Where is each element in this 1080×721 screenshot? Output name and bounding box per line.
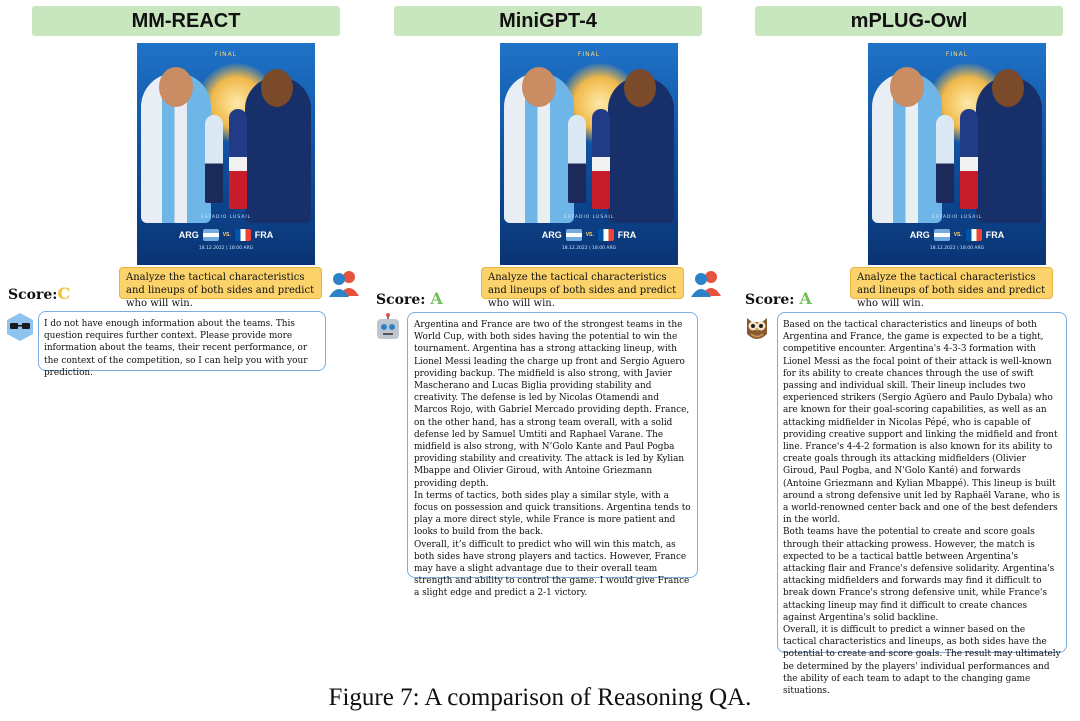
column-header-minigpt4: MiniGPT-4	[394, 6, 702, 36]
glasses-icon	[6, 312, 34, 342]
answer-paragraph: Overall, it’s difficult to predict who will win this match, as both sides have strong players and tactics. However, France may have a slight advantage due to their overall team strength and ability to control the game. I would give France a slight edge and predict a 2-1 victory.	[414, 539, 690, 599]
team-right-label: FRA	[617, 230, 637, 240]
score-label-mplug-owl	[745, 289, 812, 308]
match-poster-image	[868, 43, 1046, 265]
poster-date: 18.12.2022 | 18:00 ARG	[561, 246, 617, 251]
team-right-label: FRA	[254, 230, 274, 240]
poster-date: 18.12.2022 | 18:00 ARG	[198, 246, 254, 251]
argentina-flag-icon	[566, 229, 582, 241]
player-right	[976, 77, 1042, 223]
vs-label: VS.	[222, 232, 231, 238]
poster-final-label: FINAL	[214, 51, 238, 58]
owl-icon	[743, 312, 771, 342]
player-left	[504, 73, 574, 223]
score-label: Score:	[8, 287, 58, 303]
argentina-flag-icon	[934, 229, 950, 241]
match-poster-image	[500, 43, 678, 265]
answer-paragraph: In terms of tactics, both sides play a similar style, with a focus on possession and quick transitions. Argentina tends to play a more direct style, while France is more patient and looks to build from the back.	[414, 490, 691, 538]
poster-venue: ESTADIO LUSAIL	[563, 215, 615, 220]
figure-caption: Figure 7: A comparison of Reasoning QA.	[328, 684, 752, 711]
user-question: Analyze the tactical characteristics and lineups of both sides and predict who will win.	[119, 267, 322, 299]
answer-paragraph: Overall, it is difficult to predict a winner based on the tactical characteristics and lineups, as both sides have the potential to create and score goals. The result may ultimately be determined by the players' individual performances and the ability of each team to adapt to the changing game situations.	[783, 625, 1061, 697]
poster-matchup	[137, 229, 315, 241]
team-left-label: ARG	[178, 230, 199, 240]
player-center-right	[229, 109, 247, 209]
poster-final-label: FINAL	[577, 51, 601, 58]
team-right-label: FRA	[985, 230, 1005, 240]
grade-value: A	[430, 289, 443, 308]
grade-value: C	[57, 284, 71, 303]
poster-date: 18.12.2022 | 18:00 ARG	[929, 246, 985, 251]
team-left-label: ARG	[541, 230, 562, 240]
player-left	[872, 73, 942, 223]
vs-label: VS.	[585, 232, 594, 238]
france-flag-icon	[235, 229, 251, 241]
answer-box-mm-react	[38, 311, 326, 378]
player-right	[608, 77, 674, 223]
poster-matchup	[868, 229, 1046, 241]
user-question: Analyze the tactical characteristics and lineups of both sides and predict who will win.	[481, 267, 684, 299]
player-center-right	[960, 109, 978, 209]
match-poster-image	[137, 43, 315, 265]
column-header-mplug-owl: mPLUG-Owl	[755, 6, 1063, 36]
column-header-mm-react: MM-REACT	[32, 6, 340, 36]
argentina-flag-icon	[203, 229, 219, 241]
player-center-left	[936, 115, 954, 203]
poster-final-label: FINAL	[945, 51, 969, 58]
robot-icon	[374, 313, 402, 343]
poster-matchup	[500, 229, 678, 241]
answer-box-minigpt4	[407, 312, 698, 599]
france-flag-icon	[598, 229, 614, 241]
answer-paragraph: Both teams have the potential to create and score goals through their attacking prowess. However, the match is expected to be a tactical battle between Argentina's attacking flair and France's defensive solidarity. Argentina's attacking midfielders and forwards may find it difficult to break down France's strong defensive unit, while France's attacking lineup may find it difficult to create chances against Argentina's solid backline.	[783, 527, 1055, 623]
answer-paragraph: Based on the tactical characteristics and lineups of both Argentina and France, the game is expected to be a tight, competitive encounter. Argentina's 4-3-3 formation with Lionel Messi as the focal point of their attack is well-known for its ability to create chances through the use of swift passing and individual skill. Their lineup includes two experienced strikers (Sergio Agüero and Paulo Dybala) who are known for their goal-scoring capabilities, as well as an attacking midfielder in Nicolas Pépé, who is capable of providing creative support and linking the midfield and front line. France's 4-4-2 formation is also known for its ability to create goals through its attacking midfielders (Olivier Giroud, Paul Pogba, and N'Golo Kanté) and forwards (Antoine Griezmann and Kylian Mbappé). This lineup is built around a strong defensive unit led by Raphaël Varane, who is a world-renowned center back and one of the best defenders in the world.	[783, 320, 1060, 526]
player-center-right	[592, 109, 610, 209]
player-center-left	[568, 115, 586, 203]
poster-venue: ESTADIO LUSAIL	[200, 215, 252, 220]
score-label: Score:	[376, 292, 426, 308]
player-right	[245, 77, 311, 223]
player-left	[141, 73, 211, 223]
user-question: Analyze the tactical characteristics and lineups of both sides and predict who will win.	[850, 267, 1053, 299]
vs-label: VS.	[953, 232, 962, 238]
score-label-mm-react	[8, 284, 70, 303]
poster-venue: ESTADIO LUSAIL	[931, 215, 983, 220]
team-left-label: ARG	[909, 230, 930, 240]
answer-paragraph: I do not have enough information about the teams. This question requires further context. Please provide more information about the teams, their recent performance, or the context of the competition, so I can help you with your prediction.	[44, 319, 308, 378]
users-icon	[689, 268, 723, 298]
grade-value: A	[799, 289, 812, 308]
answer-paragraph: Argentina and France are two of the strongest teams in the World Cup, with both sides having the potential to win the tournament. Argentina has a strong attacking lineup, with Lionel Messi leading the charge up front and Sergio Aguero providing backup. The midfield is also strong, with Javier Mascherano and Lucas Biglia providing stability and creativity. The defense is led by Nicolas Otamendi and Marcos Rojo, with Gabriel Mercado providing depth. France, on the other hand, has a strong team overall, with a solid defense led by Samuel Umtiti and Raphael Varane. The midfield is also strong, with N’Golo Kante and Paul Pogba providing stability and creativity. The attack is led by Kylian Mbappe and Olivier Giroud, with Antoine Griezmann providing depth.	[414, 320, 690, 489]
player-center-left	[205, 115, 223, 203]
france-flag-icon	[966, 229, 982, 241]
score-label-minigpt4	[376, 289, 443, 308]
users-icon	[327, 268, 361, 298]
score-label: Score:	[745, 292, 795, 308]
answer-box-mplug-owl	[777, 312, 1067, 697]
